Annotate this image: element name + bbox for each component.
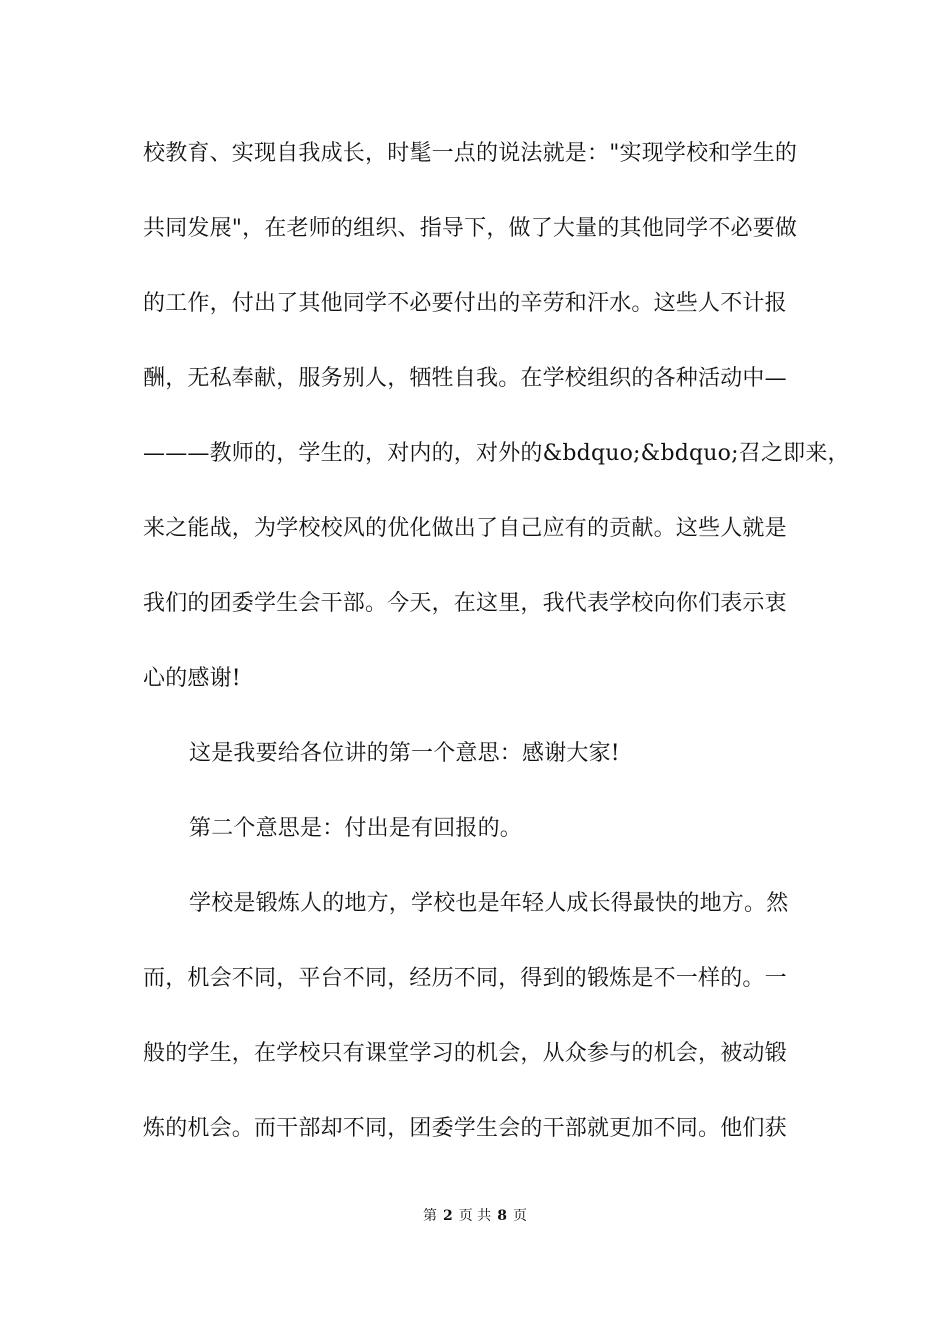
total-pages-number: 8 bbox=[497, 1208, 507, 1224]
paragraph-line-11: 学校是锻炼人的地方，学校也是年轻人成长得最快的地方。然 bbox=[189, 891, 789, 916]
text-line-12: 而，机会不同，平台不同，经历不同，得到的锻炼是不一样的。一 bbox=[143, 966, 787, 991]
text-line-2: 共同发展"，在老师的组织、指导下，做了大量的其他同学不必要做 bbox=[143, 216, 798, 241]
text-line-3: 的工作，付出了其他同学不必要付出的辛劳和汗水。这些人不计报 bbox=[143, 291, 787, 316]
footer-middle: 页 共 bbox=[458, 1208, 492, 1224]
current-page-number: 2 bbox=[443, 1208, 453, 1224]
paragraph-line-10: 第二个意思是：付出是有回报的。 bbox=[189, 816, 523, 841]
text-line-13: 般的学生，在学校只有课堂学习的机会，从众参与的机会，被动锻 bbox=[143, 1041, 787, 1066]
text-line-14: 炼的机会。而干部却不同，团委学生会的干部就更加不同。他们获 bbox=[143, 1116, 787, 1141]
footer-prefix: 第 bbox=[423, 1208, 438, 1224]
text-line-7: 我们的团委学生会干部。今天，在这里，我代表学校向你们表示衷 bbox=[143, 591, 787, 616]
paragraph-line-9: 这是我要给各位讲的第一个意思：感谢大家! bbox=[189, 741, 620, 766]
text-line-5: ———教师的，学生的，对内的，对外的&bdquo;&bdquo;召之即来， bbox=[143, 441, 850, 466]
text-line-4: 酬，无私奉献，服务别人，牺牲自我。在学校组织的各种活动中— bbox=[143, 366, 787, 391]
text-line-1: 校教育、实现自我成长，时髦一点的说法就是："实现学校和学生的 bbox=[143, 141, 798, 166]
footer-suffix: 页 bbox=[512, 1208, 527, 1224]
text-line-8: 心的感谢! bbox=[143, 666, 241, 691]
text-line-6: 来之能战，为学校校风的优化做出了自己应有的贡献。这些人就是 bbox=[143, 516, 787, 541]
page-footer bbox=[0, 1206, 950, 1226]
body-text bbox=[143, 128, 850, 1178]
